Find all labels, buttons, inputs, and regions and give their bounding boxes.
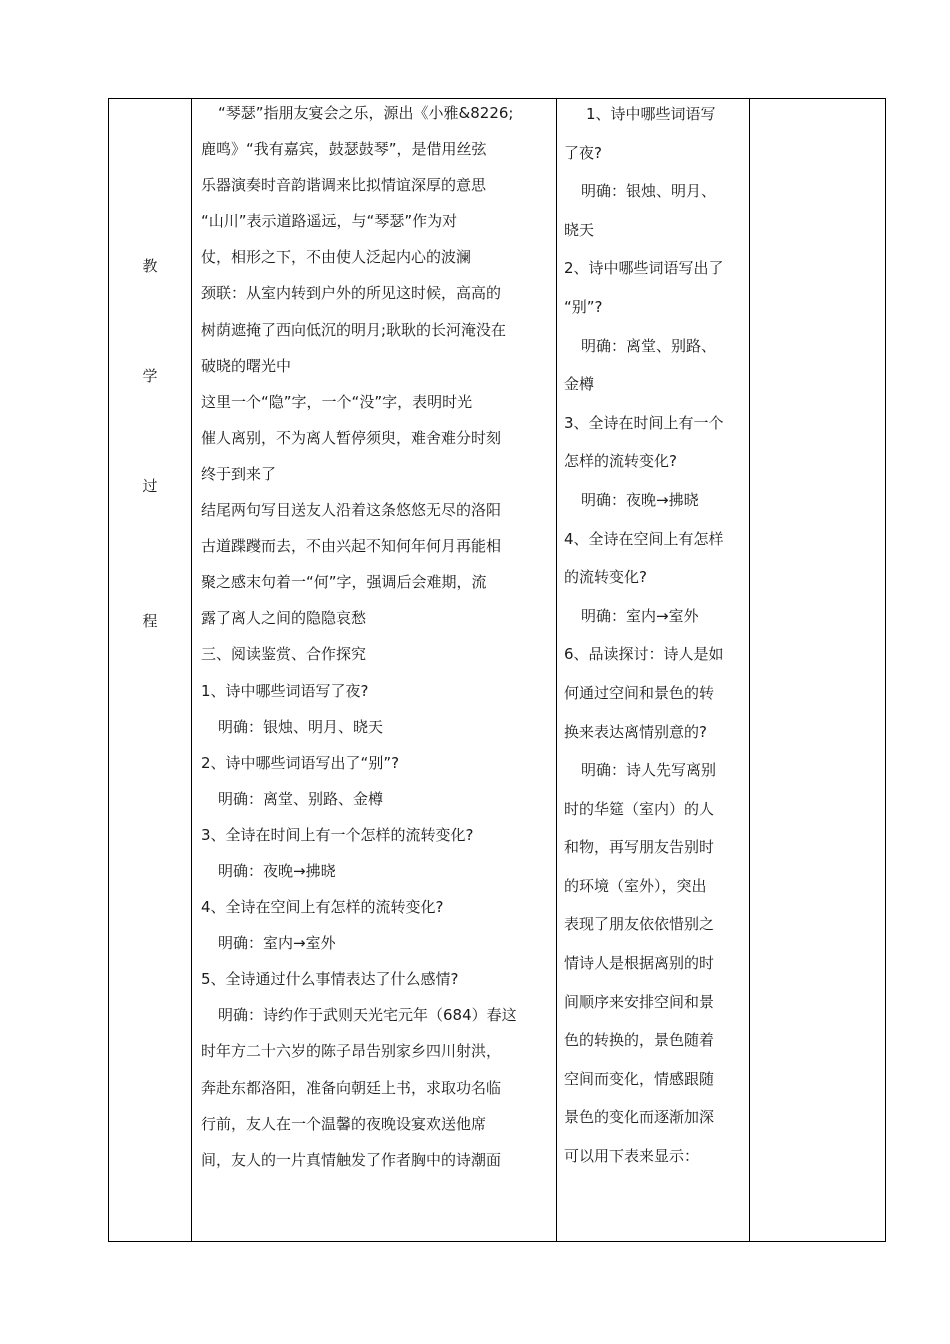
text-line: 颈联：从室内转到户外的所见这时候，高高的 [201, 284, 502, 303]
text-line: “别”? [564, 297, 603, 316]
column-divider [556, 99, 557, 1241]
text-line: 结尾两句写目送友人沿着这条悠悠无尽的洛阳 [201, 501, 502, 520]
text-line: 1、诗中哪些词语写 [586, 105, 716, 123]
text-line: 3、全诗在时间上有一个 [564, 413, 724, 432]
text-line: 明确：室内→室外 [218, 934, 336, 953]
text-line: 换来表达离情别意的? [564, 722, 707, 741]
text-line: 仗，相形之下，不由使人泛起内心的波澜 [201, 248, 472, 267]
text-line: 明确：离堂、别路、金樽 [218, 789, 384, 808]
text-line: 怎样的流转变化? [564, 452, 677, 471]
text-line: 6、品读探讨：诗人是如 [564, 645, 724, 664]
text-line: 时年方二十六岁的陈子昂告别家乡四川射洪， [201, 1042, 502, 1061]
text-line: 4、全诗在空间上有怎样 [564, 529, 724, 548]
text-line: 这里一个“隐”字，一个“没”字，表明时光 [201, 392, 473, 411]
text-line: 奔赴东都洛阳，准备向朝廷上书，求取功名临 [201, 1078, 502, 1097]
text-line: 间，友人的一片真情触发了作者胸中的诗潮面 [201, 1150, 502, 1169]
text-line: 间顺序来安排空间和景 [564, 992, 715, 1011]
text-line: 了夜? [564, 143, 602, 162]
text-line: 可以用下表来显示： [564, 1147, 700, 1166]
student-activity-column [564, 95, 746, 1176]
text-line: 明确：银烛、明月、 [581, 182, 717, 201]
text-line: 明确：银烛、明月、晓天 [218, 717, 384, 736]
text-line: 鹿鸣》“我有嘉宾，鼓瑟鼓琴”，是借用丝弦 [201, 140, 487, 159]
text-line: 露了离人之间的隐隐哀愁 [201, 609, 367, 628]
column-divider [191, 99, 192, 1241]
text-line: 1、诗中哪些词语写了夜? [201, 681, 369, 700]
text-line: 何通过空间和景色的转 [564, 683, 715, 702]
text-line: “山川”表示道路遥远，与“琴瑟”作为对 [201, 212, 458, 231]
text-line: 聚之感末句着一“何”字，强调后会难期，流 [201, 573, 487, 592]
text-line: 3、全诗在时间上有一个怎样的流转变化? [201, 825, 474, 844]
text-line: 树荫遮掩了西向低沉的明月;耿耿的长河淹没在 [201, 320, 507, 339]
text-line: 5、全诗通过什么事情表达了什么感情? [201, 970, 459, 989]
text-line: 空间而变化，情感跟随 [564, 1069, 715, 1088]
text-line: 明确：夜晚→拂晓 [581, 490, 699, 509]
text-line: 明确：离堂、别路、 [581, 336, 717, 355]
text-line: 破晓的曙光中 [201, 356, 292, 375]
column-divider [749, 99, 750, 1241]
text-line: 景色的变化而逐渐加深 [564, 1108, 715, 1127]
text-line: 古道蹀躞而去，不由兴起不知何年何月再能相 [201, 537, 502, 556]
text-line: 明确：室内→室外 [581, 606, 699, 625]
section-label-char: 学 [142, 367, 158, 385]
text-line: 乐器演奏时音韵谐调来比拟情谊深厚的意思 [201, 176, 487, 195]
section-label-char: 过 [142, 477, 158, 495]
lesson-table [108, 98, 886, 1242]
text-line: 晓天 [564, 220, 595, 239]
text-line: 行前，友人在一个温馨的夜晚设宴欢送他席 [201, 1114, 487, 1133]
text-line: 情诗人是根据离别的时 [564, 954, 715, 973]
text-line: 和物，再写朋友告别时 [564, 838, 715, 857]
notes-column [754, 99, 884, 1241]
section-label-column [109, 99, 191, 1241]
text-line: 催人离别，不为离人暂停须臾，难舍难分时刻 [201, 428, 502, 447]
text-line: 表现了朋友依依惜别之 [564, 915, 715, 934]
text-line: 三、阅读鉴赏、合作探究 [201, 645, 367, 664]
section-label-char: 程 [142, 612, 158, 630]
text-line: 2、诗中哪些词语写出了 [564, 259, 724, 278]
teaching-content-column [201, 95, 553, 1178]
text-line: 色的转换的，景色随着 [564, 1031, 715, 1050]
section-label-char: 教 [142, 257, 158, 275]
text-line: 金樽 [564, 375, 595, 394]
text-line: 终于到来了 [201, 464, 277, 483]
text-line: 明确：诗约作于武则天光宅元年（684）春这 [218, 1006, 517, 1025]
text-line: 2、诗中哪些词语写出了“别”? [201, 753, 400, 772]
text-line: 的环境（室外），突出 [564, 876, 707, 895]
text-line: 的流转变化? [564, 568, 647, 587]
text-line: 明确：诗人先写离别 [581, 761, 717, 780]
text-line: 4、全诗在空间上有怎样的流转变化? [201, 898, 444, 917]
text-line: 明确：夜晚→拂晓 [218, 861, 336, 880]
text-line: 时的华筵（室内）的人 [564, 799, 715, 818]
text-line: “琴瑟”指朋友宴会之乐，源出《小雅&8226; [218, 104, 514, 122]
